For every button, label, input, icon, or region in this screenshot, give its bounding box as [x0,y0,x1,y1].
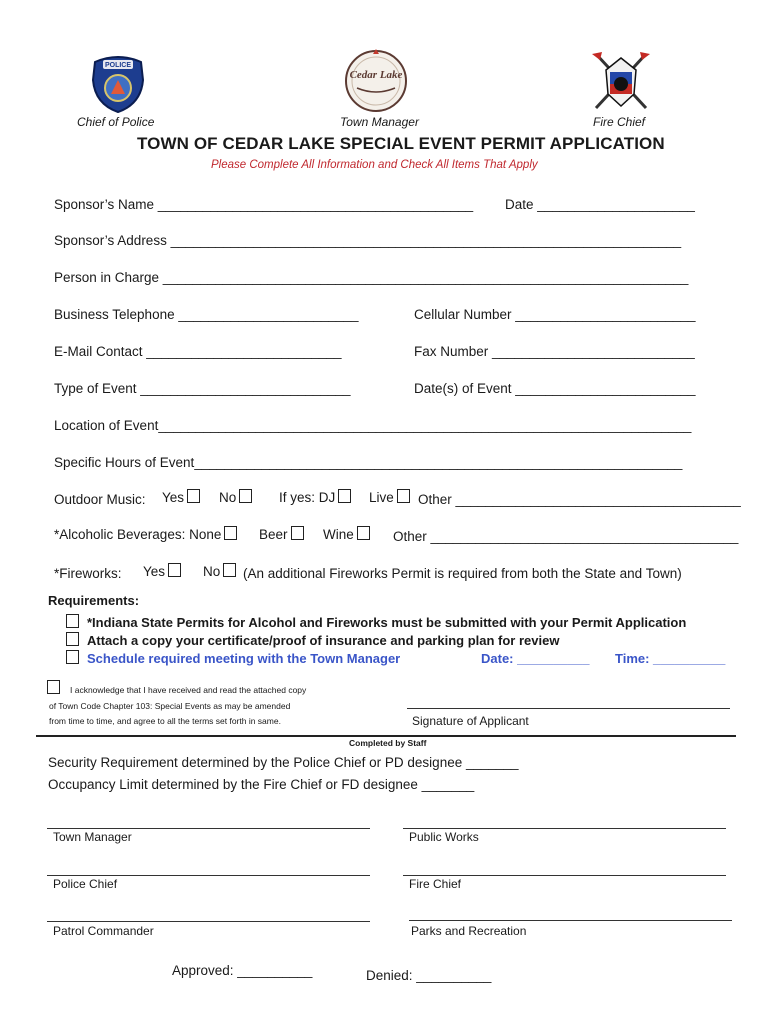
requirement-permits-label: *Indiana State Permits for Alcohol and Fireworks must be submitted with your Permit Application [87,615,687,630]
music-dj-label: If yes: DJ [279,490,336,505]
cedar-lake-logo [343,48,409,114]
fire-chief-signature-line[interactable] [403,875,726,876]
approved-field[interactable]: Approved: __________ [172,963,313,978]
requirement-permits-checkbox[interactable] [66,614,79,628]
dates-of-event-field[interactable]: Date(s) of Event ________________________ [414,381,696,396]
email-contact-field[interactable]: E-Mail Contact __________________________ [54,344,342,359]
business-telephone-field[interactable]: Business Telephone ________________________ [54,307,359,322]
patrol-commander-signature-line[interactable] [47,921,370,922]
cedar-logo-text: Cedar Lake [349,69,403,81]
requirement-insurance-checkbox[interactable] [66,632,79,646]
music-no-option[interactable] [219,489,252,505]
fireworks-label: *Fireworks: [54,566,122,581]
police-chief-signature-label: Police Chief [53,877,118,891]
music-live-checkbox[interactable] [397,489,410,503]
requirement-insurance-label: Attach a copy your certificate/proof of insurance and parking plan for review [87,633,560,648]
police-badge-text: POLICE [104,62,132,69]
alcohol-beer-checkbox[interactable] [291,526,304,540]
location-of-event-field[interactable]: Location of Event_______________________________________________________________________ [54,418,692,433]
chief-of-police-caption: Chief of Police [77,115,155,129]
fireworks-no-label: No [203,564,221,579]
fireworks-note: (An additional Fireworks Permit is required from both the State and Town) [243,566,682,581]
music-live-label: Live [369,490,394,505]
music-no-label: No [219,490,237,505]
sponsor-address-field[interactable]: Sponsor’s Address ____________________________________________________________________ [54,233,682,248]
completed-by-staff-heading: Completed by Staff [349,738,427,748]
form-subtitle: Please Complete All Information and Check All Items That Apply [211,159,538,171]
occupancy-limit-field[interactable]: Occupancy Limit determined by the Fire Chief or FD designee _______ [48,777,475,792]
fire-chief-signature-label: Fire Chief [409,877,462,891]
date-field[interactable]: Date _____________________ [505,197,695,212]
fireworks-yes-checkbox[interactable] [168,563,181,577]
music-yes-checkbox[interactable] [187,489,200,503]
fax-number-field[interactable]: Fax Number ___________________________ [414,344,695,359]
alcohol-beer-option[interactable] [259,526,304,542]
sponsor-name-field[interactable]: Sponsor’s Name __________________________________________ [54,197,474,212]
specific-hours-field[interactable]: Specific Hours of Event_________________________________________________________________ [54,455,683,470]
alcohol-wine-option[interactable] [323,526,370,542]
person-in-charge-field[interactable]: Person in Charge ______________________________________________________________________ [54,270,689,285]
police-chief-signature-line[interactable] [47,875,370,876]
requirement-meeting[interactable] [66,650,400,666]
fireworks-yes-option[interactable] [143,563,181,579]
security-requirement-field[interactable]: Security Requirement determined by the Police Chief or PD designee _______ [48,755,519,770]
police-badge-logo [89,52,147,114]
denied-field[interactable]: Denied: __________ [366,968,492,983]
alcohol-none-option[interactable] [54,526,237,542]
fire-dept-logo [588,50,654,112]
cellular-number-field[interactable]: Cellular Number ________________________ [414,307,696,322]
fire-chief-caption: Fire Chief [593,115,646,129]
fireworks-no-checkbox[interactable] [223,563,236,577]
town-manager-signature-label: Town Manager [53,830,132,844]
alcohol-beer-label: Beer [259,527,288,542]
staff-divider [36,735,736,737]
type-of-event-field[interactable]: Type of Event ____________________________ [54,381,351,396]
patrol-commander-signature-label: Patrol Commander [53,924,154,938]
alcohol-none-checkbox[interactable] [224,526,237,540]
music-live-option[interactable] [369,489,410,505]
acknowledge-line-2: of Town Code Chapter 103: Special Events as may be amended [49,701,291,711]
town-manager-signature-line[interactable] [47,828,370,829]
music-yes-option[interactable] [162,489,200,505]
applicant-signature-label: Signature of Applicant [412,714,529,728]
alcohol-wine-checkbox[interactable] [357,526,370,540]
form-title: TOWN OF CEDAR LAKE SPECIAL EVENT PERMIT APPLICATION [137,134,665,153]
music-if-yes-dj-option[interactable] [279,489,351,505]
meeting-time-field[interactable]: Time: __________ [615,651,726,666]
requirement-meeting-label: Schedule required meeting with the Town Manager [87,651,401,666]
alcohol-wine-label: Wine [323,527,354,542]
town-manager-caption: Town Manager [340,115,419,129]
requirement-permits[interactable] [66,614,686,630]
acknowledge-checkbox[interactable] [47,680,60,694]
music-dj-checkbox[interactable] [338,489,351,503]
fireworks-no-option[interactable] [203,563,236,579]
requirement-insurance[interactable] [66,632,559,648]
alcohol-label: *Alcoholic Beverages: None [54,527,222,542]
acknowledge-line-3: from time to time, and agree to all the terms set forth in same. [49,716,281,726]
requirement-meeting-checkbox[interactable] [66,650,79,664]
requirements-heading: Requirements: [48,593,140,608]
public-works-signature-label: Public Works [409,830,479,844]
music-yes-label: Yes [162,490,185,505]
parks-recreation-signature-line[interactable] [409,920,732,921]
alcohol-other-field[interactable]: Other _________________________________________ [393,529,739,544]
acknowledge-line-1: I acknowledge that I have received and read the attached copy [70,685,307,695]
music-other-field[interactable]: Other ______________________________________ [418,492,741,507]
meeting-date-field[interactable]: Date: __________ [481,651,590,666]
fireworks-yes-label: Yes [143,564,166,579]
applicant-signature-line[interactable] [407,708,730,709]
music-no-checkbox[interactable] [239,489,252,503]
parks-recreation-signature-label: Parks and Recreation [411,924,527,938]
public-works-signature-line[interactable] [403,828,726,829]
outdoor-music-label: Outdoor Music: [54,492,146,507]
